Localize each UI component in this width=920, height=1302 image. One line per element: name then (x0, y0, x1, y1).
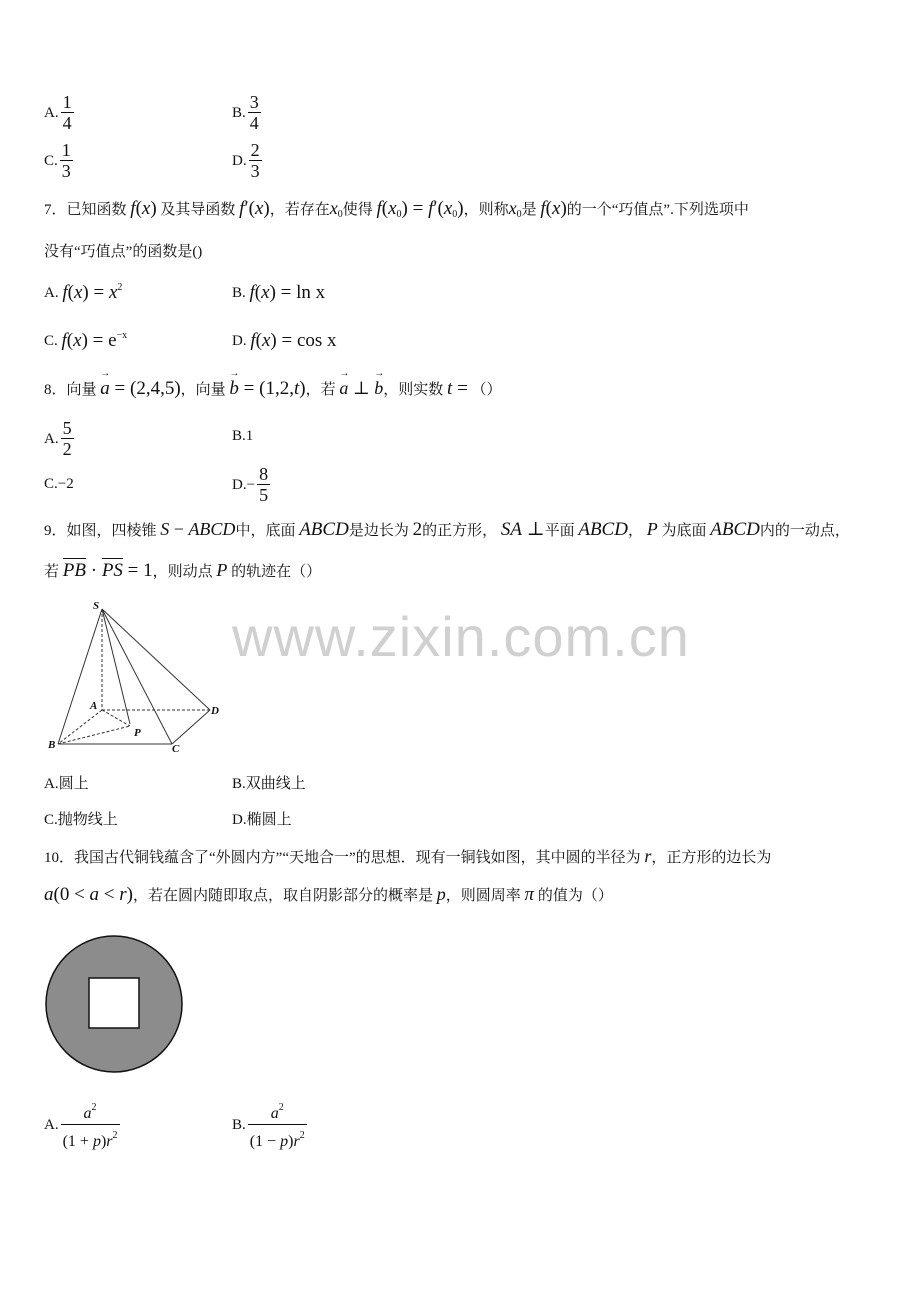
q7-option-b: B. f(x) = ln x (232, 282, 326, 303)
q7-stem-line2: 没有“巧值点”的函数是() (44, 244, 203, 260)
q8-stem: 8．向量 → a = (2,4,5)，向量 → b = (1,2,t)，若 → a ⊥ → b，则实数 t = （） (44, 378, 502, 400)
watermark: www.zixin.com.cn (232, 605, 690, 668)
label-p: P (134, 727, 141, 739)
fraction: $\frac{1}{3}$ (61, 140, 71, 181)
q6-option-c: C. $\frac{1}{3}$ (44, 140, 71, 181)
q7-option-c: C. $f(x) = e^{-x}$ (44, 330, 128, 351)
q7-stem-line1: 7．已知函数 f(x) 及其导函数 f′(x)，若存在$x_0$使得 $f(x_0) = f'(x_0)$，则称$x_0$是 f(x)的一个“巧值点”.下列选项中 (44, 198, 749, 220)
q10-option-b: B. $\frac{a^2}{(1 - p)r^2}$ (232, 1098, 309, 1152)
label-c: C (172, 743, 180, 755)
q6-option-a: A. $\frac{1}{4}$ (44, 92, 72, 133)
fraction: $\frac{3}{4}$ (249, 92, 259, 133)
q6-option-d: D. $\frac{2}{3}$ (232, 140, 260, 181)
q9-stem-line2: 若 PB · PS = 1，则动点 P 的轨迹在（） (44, 560, 322, 581)
q8-option-a: A. $\frac{5}{2}$ (44, 418, 72, 459)
q10-option-a: A. $\frac{a^2}{(1 + p)r^2}$ (44, 1098, 122, 1152)
fraction: $\frac{2}{3}$ (250, 140, 260, 181)
q10-stem-line2: a(0 < a < r)，若在圆内随即取点，取自阴影部分的概率是 p，则圆周率 π 的值为（） (44, 884, 613, 905)
q10-stem-line1: 10．我国古代铜钱蕴含了“外圆内方”“天地合一”的思想．现有一铜钱如图，其中圆的半径为 r，正方形的边长为 (44, 846, 772, 866)
fraction: $\frac{1}{4}$ (62, 92, 72, 133)
fraction: $\frac{8}{5}$ (259, 464, 269, 505)
q6-option-b: B. $\frac{3}{4}$ (232, 92, 259, 133)
q9-option-a: A.圆上 (44, 776, 89, 792)
coin-figure (44, 934, 184, 1074)
q8-option-d: D. − $\frac{8}{5}$ (232, 464, 269, 505)
q7-option-a: A. $f(x) = x^2$ (44, 282, 123, 303)
q8-option-b: B.1 (232, 428, 254, 444)
q9-stem-line1: 9．如图，四棱锥 S − ABCD中，底面 ABCD是边长为 2的正方形， SA ⊥平面 ABCD， P 为底面 ABCD内的一动点， (44, 519, 850, 540)
label-a: A (90, 700, 98, 712)
fraction: $\frac{a^2}{(1 - p)r^2}$ (249, 1102, 305, 1150)
q8-option-c: C.−2 (44, 476, 74, 492)
q9-option-c: C.抛物线上 (44, 812, 118, 828)
q9-option-d: D.椭圆上 (232, 812, 292, 828)
label-d: D (211, 705, 219, 717)
fraction: $\frac{a^2}{(1 + p)r^2}$ (62, 1102, 118, 1150)
label-b: B (48, 739, 56, 751)
label-s: S (93, 600, 100, 612)
fraction: $\frac{5}{2}$ (62, 418, 72, 459)
q9-option-b: B.双曲线上 (232, 776, 306, 792)
pyramid-figure (44, 596, 234, 756)
q7-option-d: D. f(x) = cos x (232, 330, 337, 351)
